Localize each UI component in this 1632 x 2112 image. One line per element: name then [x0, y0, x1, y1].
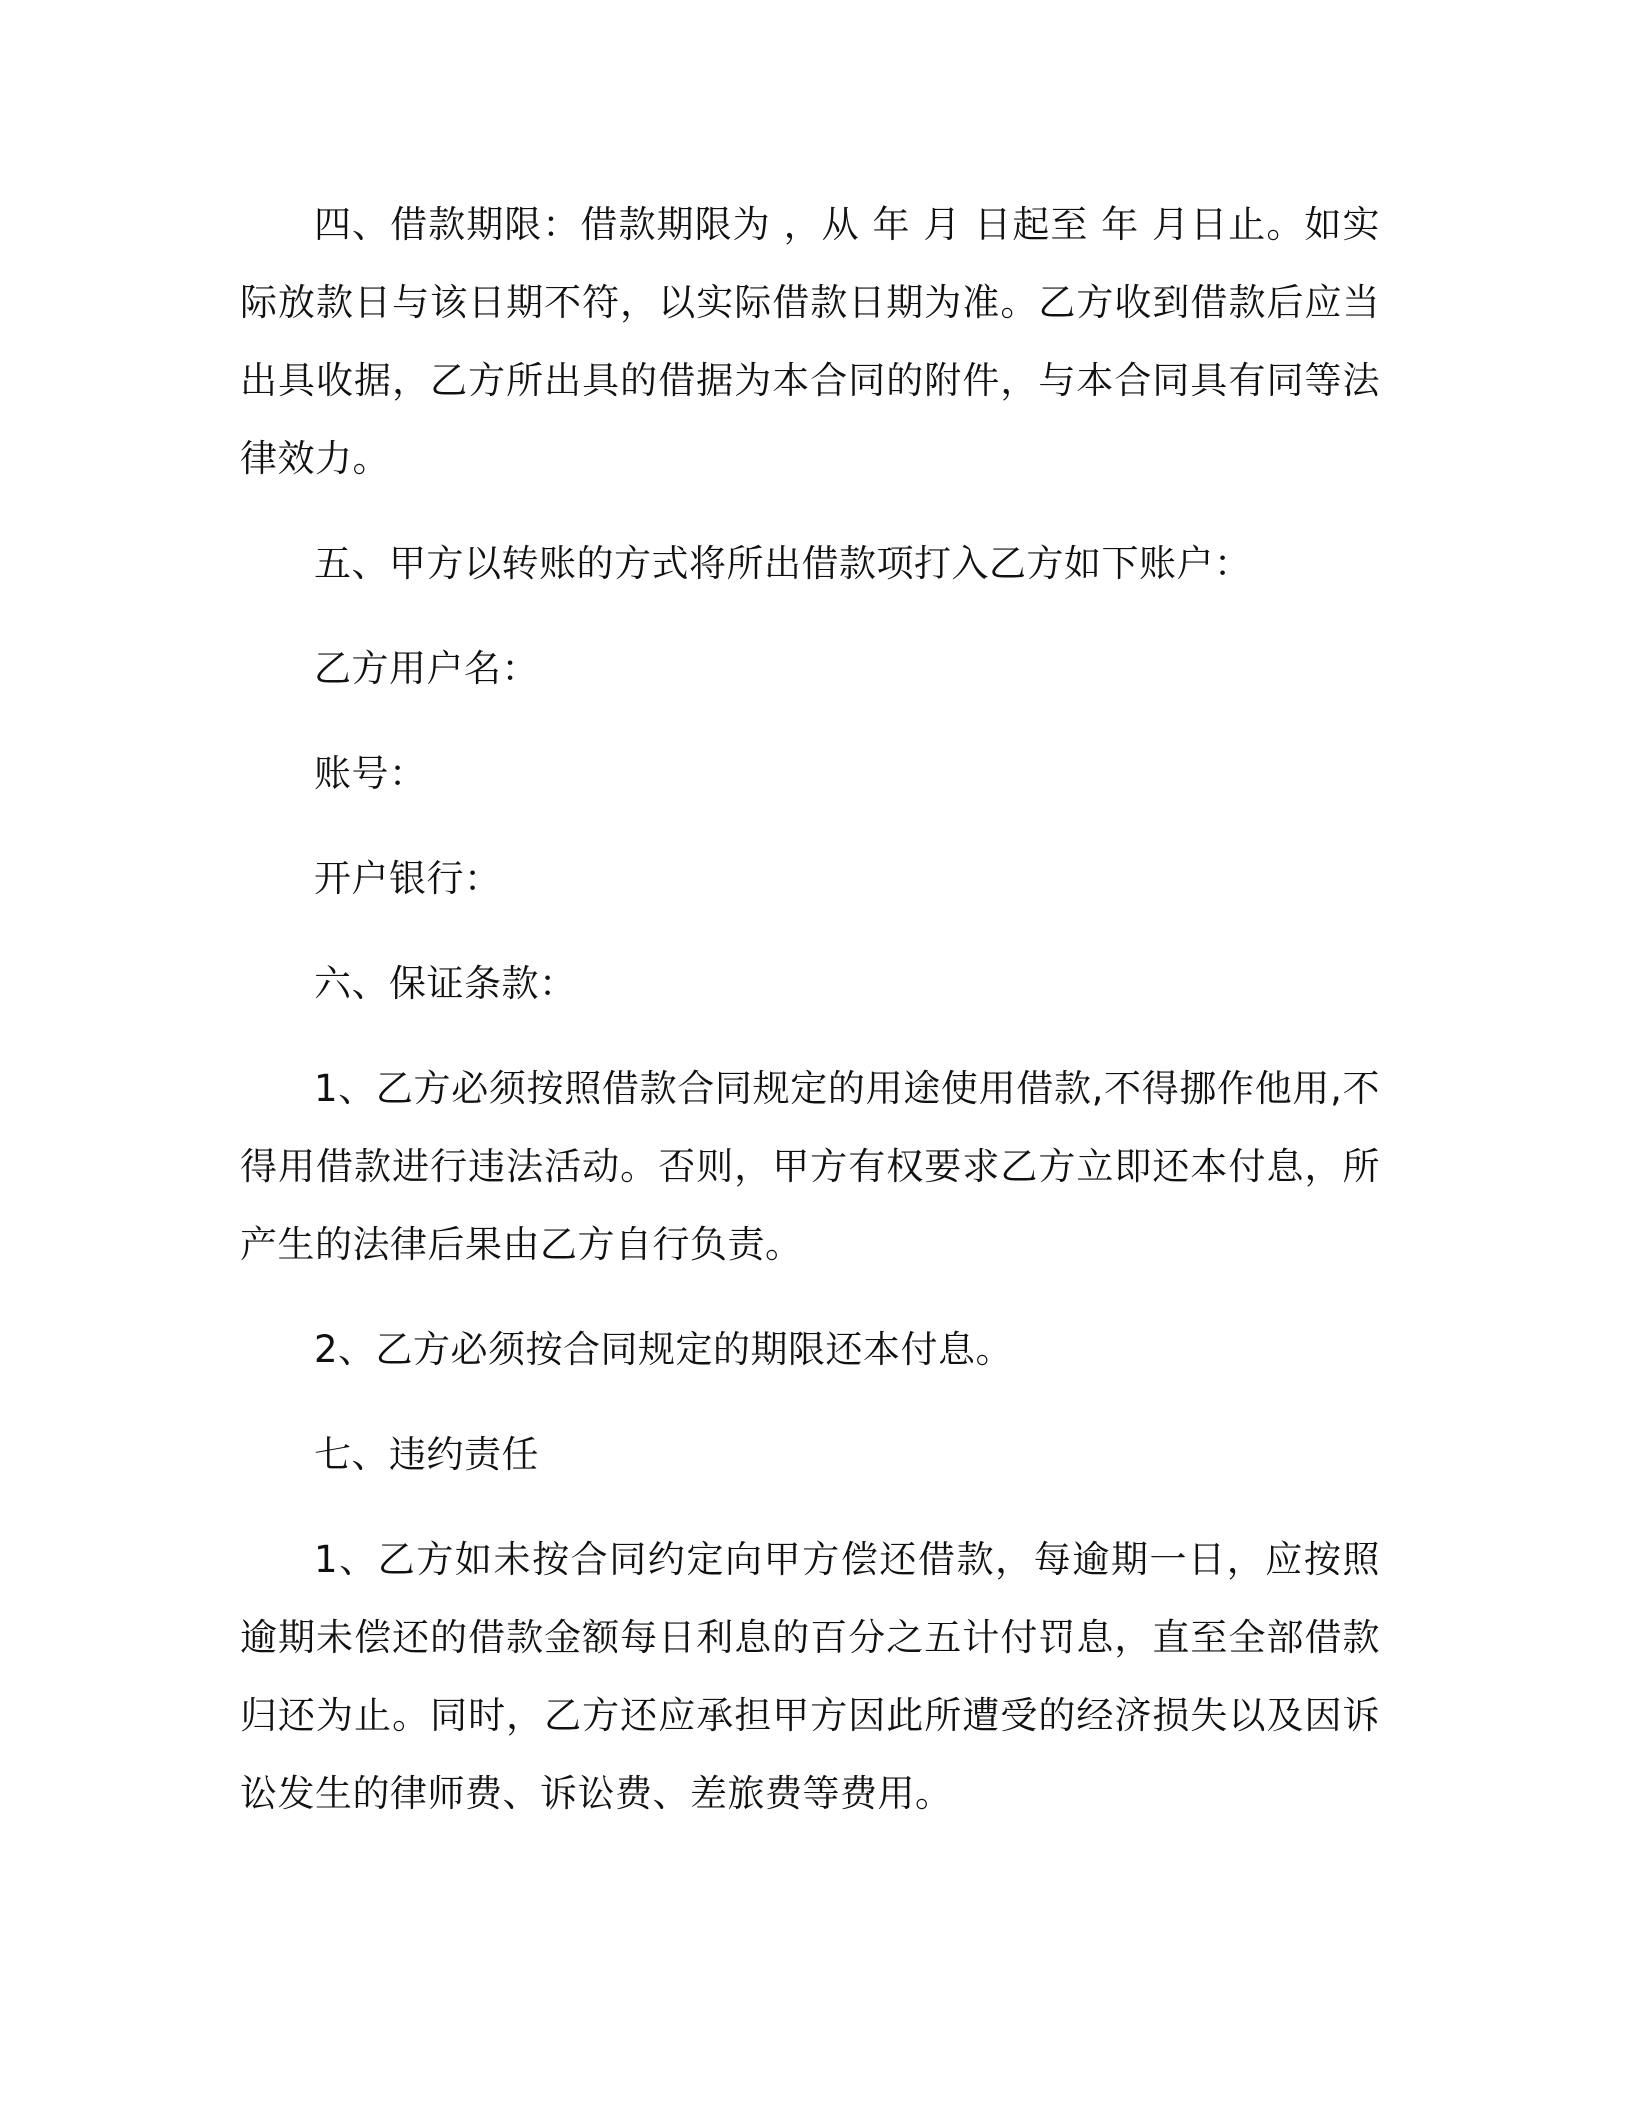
opening-bank: 开户银行：	[314, 857, 502, 900]
liability-item-1: 1、乙方如未按合同约定向甲方偿还借款，每逾期一日，应按照逾期未偿还的借款金额每日利息的百分之五计付罚息，直至全部借款归还为止。同时，乙方还应承担甲方因此所遭受的经济损失以及因诉讼发生的律师费、诉讼费、差旅费等费用。	[240, 1538, 1380, 1815]
clause-4-loan-term: 四、借款期限：借款期限为 ，从 年 月 日起至 年 月日止。如实际放款日与该日期不符，以实际借款日期为准。乙方收到借款后应当出具收据，乙方所出具的借据为本合同的附件，与本合同具有同等法律效力。	[240, 203, 1380, 480]
account-number: 账号：	[314, 752, 427, 795]
account-holder-name: 乙方用户名：	[314, 647, 539, 690]
clause-6-guarantee-heading: 六、保证条款：	[314, 962, 577, 1005]
guarantee-item-1: 1、乙方必须按照借款合同规定的用途使用借款,不得挪作他用,不得用借款进行违法活动。否则，甲方有权要求乙方立即还本付息，所产生的法律后果由乙方自行负责。	[240, 1067, 1380, 1266]
guarantee-item-2: 2、乙方必须按合同规定的期限还本付息。	[314, 1328, 1014, 1371]
clause-7-liability-heading: 七、违约责任	[314, 1433, 539, 1476]
clause-5-transfer-account: 五、甲方以转账的方式将所出借款项打入乙方如下账户：	[314, 542, 1252, 585]
document-page	[240, 186, 1380, 1833]
